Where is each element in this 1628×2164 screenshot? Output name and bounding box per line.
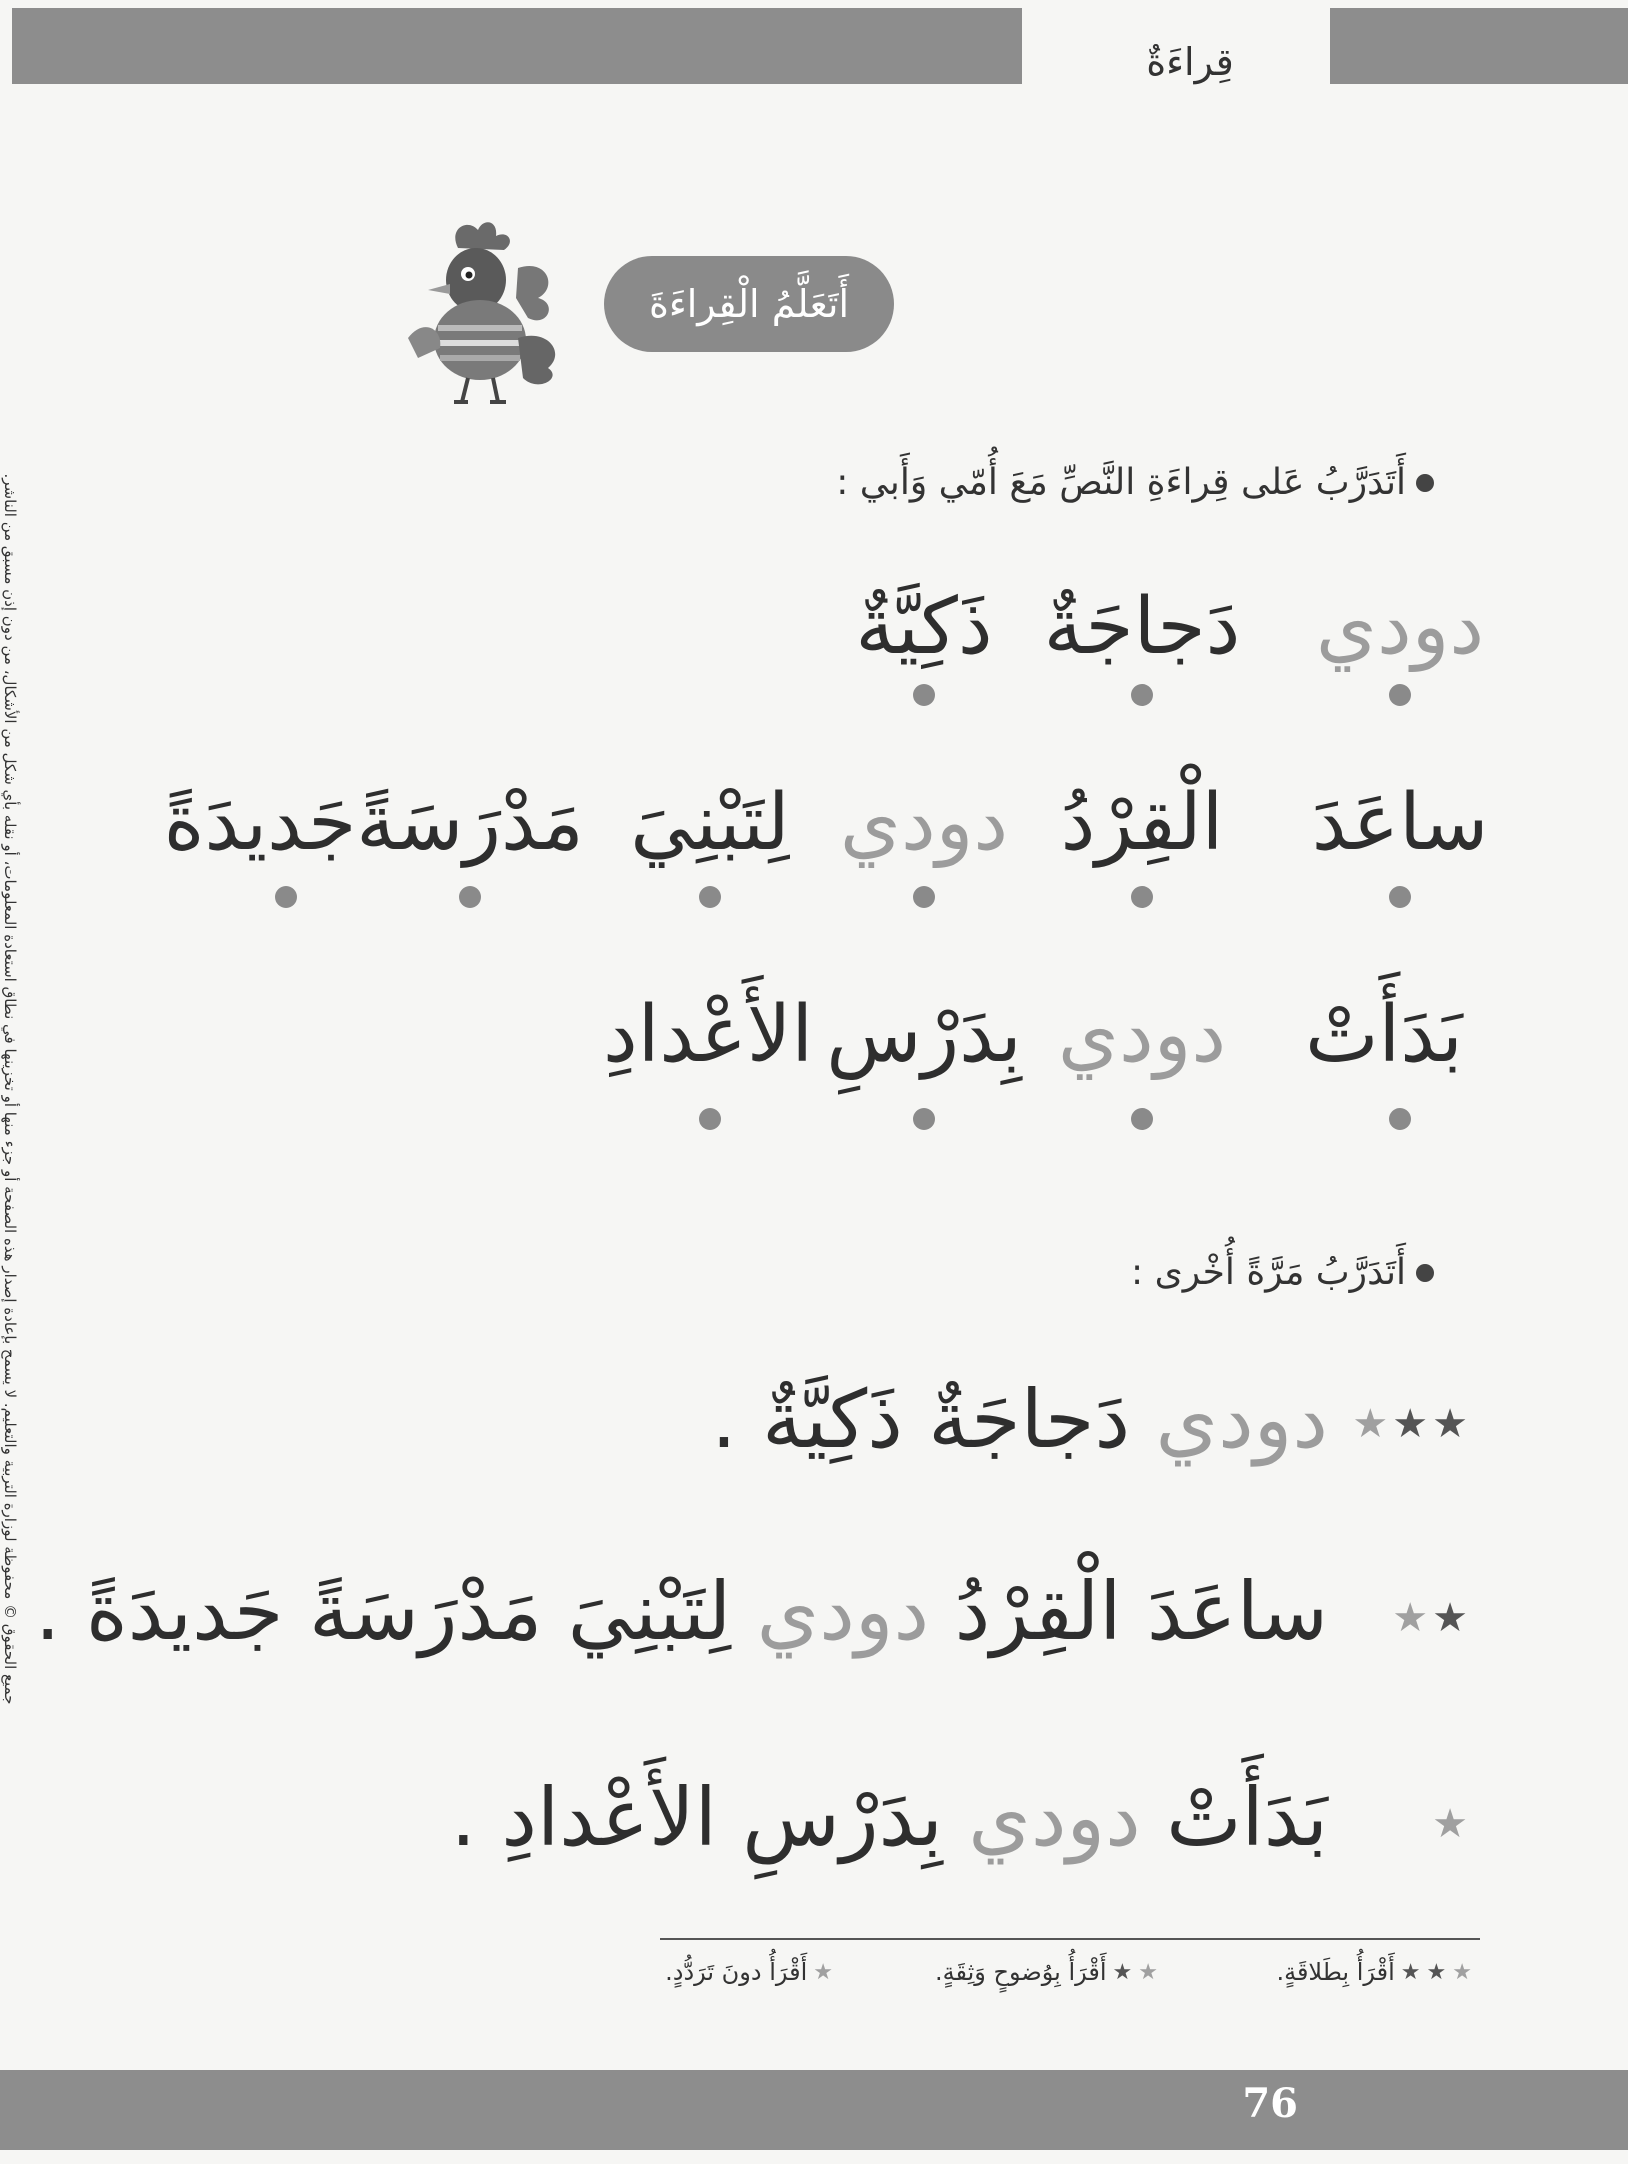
instruction-text: أَتَدَرَّبُ عَلى قِراءَةِ النَّصِّ مَعَ أُمّي وَأَبي : xyxy=(836,462,1406,503)
legend-clear xyxy=(935,1958,1158,1986)
word-dot xyxy=(275,886,297,908)
star-icon: ★ xyxy=(1392,1401,1429,1447)
star-icon: ★ xyxy=(1138,1959,1158,1985)
header-bar-right xyxy=(1330,8,1628,84)
word-row2-6: جَديدَةً xyxy=(163,778,357,868)
word-dot xyxy=(913,886,935,908)
word-dot xyxy=(699,886,721,908)
star-icon: ★ xyxy=(1452,1959,1472,1985)
star-icon: ★ xyxy=(1400,1959,1421,1985)
word-dot xyxy=(1389,886,1411,908)
difficulty-stars-2 xyxy=(1392,1595,1468,1641)
legend-no-hesitation xyxy=(665,1958,833,1986)
word-row2-3: دودي xyxy=(839,778,1009,868)
sentence-part: بِدَرْسِ الأَعْدادِ . xyxy=(450,1771,969,1864)
word-dot xyxy=(913,1108,935,1130)
star-icon: ★ xyxy=(813,1959,833,1985)
sentence-part: دودي xyxy=(756,1565,930,1658)
sentence-part: دودي xyxy=(968,1771,1141,1864)
footer-divider xyxy=(660,1938,1480,1940)
practice-sentence-3 xyxy=(450,1771,1328,1864)
rooster-mascot-icon xyxy=(398,218,568,404)
section-heading-pill: أَتَعَلَّمُ الْقِراءَةَ xyxy=(604,256,894,352)
legend-text: أَقْرَأُ بِوُضوحٍ وَثِقَةٍ. xyxy=(934,1958,1107,1986)
word-dot xyxy=(913,684,935,706)
star-icon: ★ xyxy=(1112,1959,1133,1985)
copyright-notice: جميع الحقوق © محفوظة لوزارة التربية والتعليم. لا يسمح بإعادة إصدار هذه الصفحة أو جزء منها أو تخزينها في نطاق استعادة المعلومات، أو نقله بأي شكل من الأشكال، من دون إذن مسبق من الناشر. xyxy=(1,473,19,1705)
word-row3-3: بِدَرْسِ xyxy=(826,990,1022,1080)
sentence-part: دَجاجَةٌ ذَكِيَّةٌ . xyxy=(711,1373,1156,1466)
word-dot xyxy=(1131,886,1153,908)
bullet-icon xyxy=(1416,1264,1434,1282)
legend-fluent xyxy=(1276,1958,1472,1986)
word-dot xyxy=(699,1108,721,1130)
word-dot xyxy=(1389,1108,1411,1130)
instruction-second xyxy=(1131,1252,1434,1293)
star-icon: ★ xyxy=(1432,1401,1468,1447)
sentence-part: بَدَأَتْ xyxy=(1140,1771,1328,1864)
star-icon: ★ xyxy=(1426,1959,1447,1985)
practice-sentence-2 xyxy=(35,1565,1328,1658)
instruction-first xyxy=(836,462,1434,503)
word-row2-1: ساعَدَ xyxy=(1311,778,1489,868)
difficulty-stars-3 xyxy=(1352,1401,1468,1447)
legend-text: أَقْرَأُ بِطَلاقَةٍ. xyxy=(1276,1958,1395,1986)
word-row2-5: مَدْرَسَةً xyxy=(356,778,584,868)
word-row1-2: دَجاجَةٌ xyxy=(1043,582,1241,672)
instruction-text: أَتَدَرَّبُ مَرَّةً أُخْرى : xyxy=(1131,1252,1406,1293)
page-title: قِراءَةٌ xyxy=(1146,40,1234,84)
legend-text: أَقْرَأُ دونَ تَرَدُّدٍ. xyxy=(665,1958,808,1986)
word-row3-1: بَدَأَتْ xyxy=(1305,990,1463,1080)
footer-bar xyxy=(0,2070,1628,2150)
word-dot xyxy=(1389,684,1411,706)
word-dot xyxy=(1131,684,1153,706)
bullet-icon xyxy=(1416,474,1434,492)
star-icon: ★ xyxy=(1432,1801,1468,1847)
word-row3-4: الأَعْدادِ xyxy=(602,990,814,1080)
star-icon: ★ xyxy=(1392,1595,1429,1641)
word-dot xyxy=(1131,1108,1153,1130)
word-row2-4: لِتَبْنِيَ xyxy=(630,778,790,868)
word-row3-2: دودي xyxy=(1057,990,1227,1080)
word-row1-1: دودي xyxy=(1315,582,1485,672)
star-icon: ★ xyxy=(1352,1401,1389,1447)
sentence-part: ساعَدَ الْقِرْدُ xyxy=(929,1565,1328,1658)
sentence-part: دودي xyxy=(1155,1373,1328,1466)
word-row1-3: ذَكِيَّةٌ xyxy=(855,582,993,672)
star-icon: ★ xyxy=(1432,1595,1468,1641)
practice-sentence-1 xyxy=(711,1373,1328,1466)
page-number: 76 xyxy=(1242,2080,1298,2127)
difficulty-stars-1 xyxy=(1432,1801,1468,1847)
header-bar-left xyxy=(12,8,1022,84)
word-dot xyxy=(459,886,481,908)
sentence-part: لِتَبْنِيَ مَدْرَسَةً جَديدَةً . xyxy=(35,1565,757,1658)
word-row2-2: الْقِرْدُ xyxy=(1060,778,1224,868)
